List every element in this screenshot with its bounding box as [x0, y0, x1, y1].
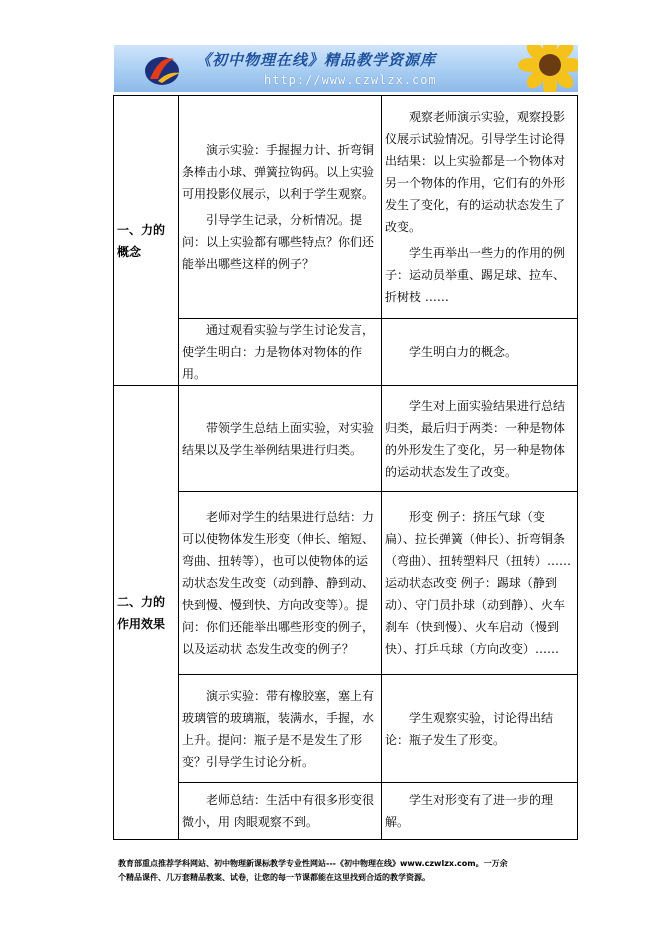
sunflower-icon: [508, 45, 578, 92]
table-row: [114, 783, 578, 840]
cell-text: 通过观看实验与学生讨论发言，使学生明白：力是物体对物体的作用。: [182, 323, 375, 381]
cell-text: 学生对形变有了进一步的理解。: [385, 793, 554, 829]
cell-text: 演示实验：手握握力计、折弯铜条棒击小球、弹簧拉钩码。以上实验可用投影仪展示，以利于学生观察。: [182, 143, 375, 201]
teacher-cell: [179, 319, 382, 386]
student-cell: [382, 386, 578, 492]
table-row: [114, 386, 578, 492]
cell-text: 观察老师演示实验，观察投影仪展示试验情况。引导学生讨论得出结果：以上实验都是一个物体对另一个物体的作用，它们有的外形发生了变化，有的运动状态发生了改变。: [385, 110, 566, 234]
teacher-cell: [179, 96, 382, 319]
student-cell: [382, 96, 578, 319]
cell-text: 学生明白力的概念。: [409, 345, 518, 359]
student-cell: [382, 319, 578, 386]
cell-text: 学生再举出一些力的作用的例子：运动员举重、踢足球、拉车、折树枝 ……: [385, 246, 566, 304]
footer-line: 个精品课件、几万套精品教案、试卷，让您的每一节课都能在这里找到合适的教学资源。: [118, 873, 430, 882]
header-banner: [114, 45, 578, 92]
teacher-cell: [179, 492, 382, 675]
cell-text: 形变 例子：挤压气球（变扁）、拉长弹簧（伸长）、折弯铜条（弯曲）、扭转塑料尺（扭转）…… 运动状态改变 例子：踢球（静到动）、守门员扑球（动到静）、火车刹车（快到慢）、火车启动（慢到快）、打乒乓球（方向改变）……: [385, 510, 572, 656]
student-cell: [382, 783, 578, 840]
section-label: 二、力的作用效果: [114, 386, 179, 840]
table-row: [114, 675, 578, 783]
site-logo-icon: [140, 49, 186, 89]
table-row: [114, 492, 578, 675]
cell-text: 演示实验：带有橡胶塞，塞上有玻璃管的玻璃瓶，装满水，手握，水上升。提问：瓶子是不是发生了形变？引导学生讨论分析。: [182, 688, 375, 769]
cell-text: 学生对上面实验结果进行总结归类，最后归于两类：一种是物体的外形发生了变化，另一种是物体的运动状态发生了改变。: [385, 398, 566, 479]
cell-text: 引导学生记录，分析情况。提问：以上实验都有哪些特点？你们还能举出哪些这样的例子？: [182, 213, 375, 271]
table-row: [114, 319, 578, 386]
footer-line: 教育部重点推荐学科网站、初中物理新课标教学专业性网站---《初中物理在线》www.czwlzx.com。一万余: [118, 859, 508, 868]
cell-text: 带领学生总结上面实验，对实验结果以及学生举例结果进行归类。: [182, 420, 375, 457]
section-label: 一、力的概念: [114, 96, 179, 386]
cell-text: 老师总结：生活中有很多形变很微小，用 肉眼观察不到。: [182, 793, 375, 829]
page-footer: [118, 857, 558, 885]
banner-title: 《初中物理在线》精品教学资源库: [196, 51, 437, 69]
teacher-cell: [179, 675, 382, 783]
teacher-cell: [179, 783, 382, 840]
lesson-table: [113, 95, 578, 840]
student-cell: [382, 492, 578, 675]
cell-text: 老师对学生的结果进行总结：力可以使物体发生形变（伸长、缩短、弯曲、扭转等），也可以使物体的运动状态发生改变（动到静、静到动、 快到慢、慢到快、方向改变等）。提问：你们还能举出哪些形变的例子，以及运动状 态发生改变的例子？: [182, 510, 375, 656]
table-row: [114, 96, 578, 319]
banner-url[interactable]: http://www.czwlzx.com: [264, 73, 437, 87]
cell-text: 学生观察实验，讨论得出结论：瓶子发生了形变。: [385, 710, 554, 747]
teacher-cell: [179, 386, 382, 492]
student-cell: [382, 675, 578, 783]
